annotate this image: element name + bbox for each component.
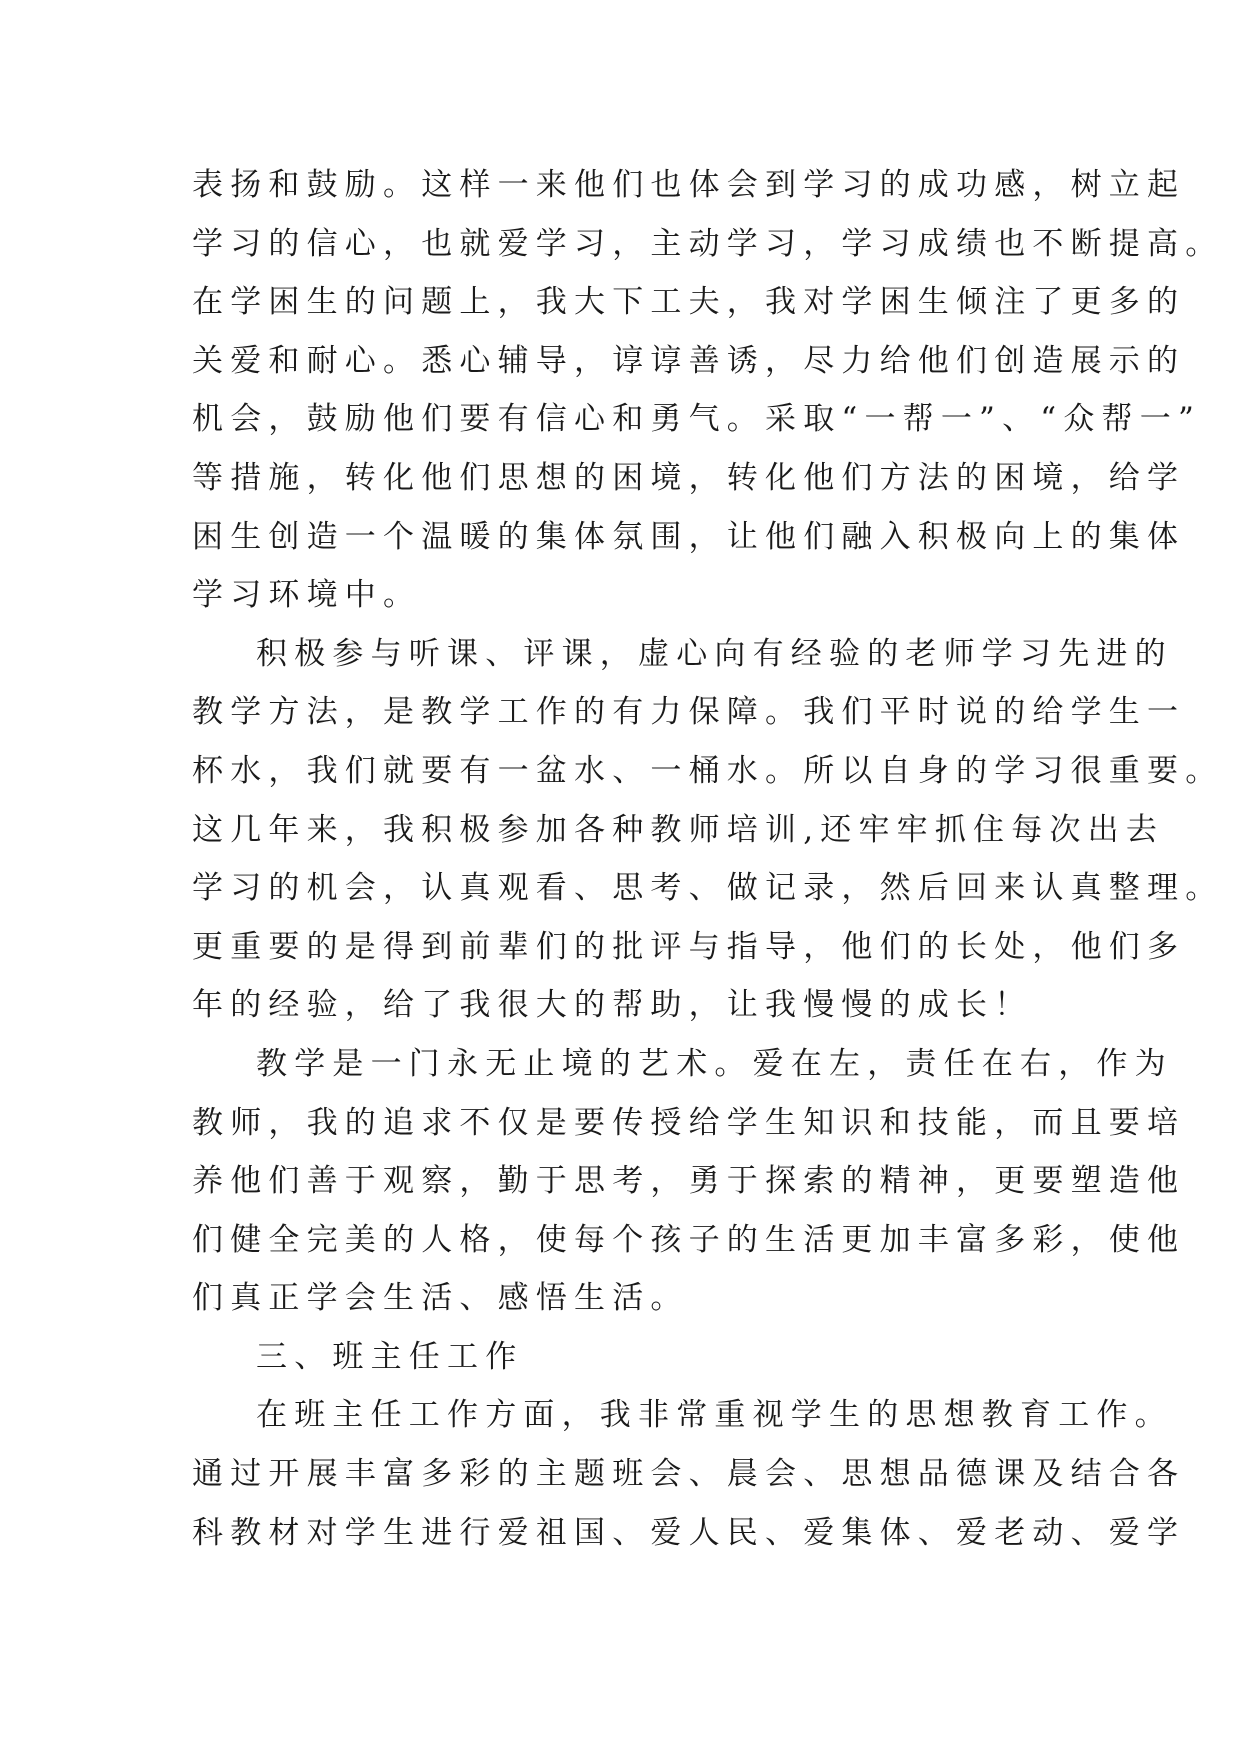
text-line: 更重要的是得到前辈们的批评与指导，他们的长处，他们多 bbox=[192, 928, 1186, 965]
text-line: 们真正学会生活、感悟生活。 bbox=[192, 1280, 689, 1317]
paragraph-start-line: 教学是一门永无止境的艺术。爱在左，责任在右，作为 bbox=[256, 1045, 1173, 1082]
text-line: 们健全完美的人格，使每个孩子的生活更加丰富多彩，使他 bbox=[192, 1221, 1186, 1258]
text-line: 教学方法，是教学工作的有力保障。我们平时说的给学生一 bbox=[192, 694, 1186, 731]
paragraph-start-line: 积极参与听课、评课，虚心向有经验的老师学习先进的 bbox=[256, 635, 1173, 672]
text-line: 教师，我的追求不仅是要传授给学生知识和技能，而且要培 bbox=[192, 1104, 1186, 1141]
text-line: 杯水，我们就要有一盆水、一桶水。所以自身的学习很重要。 bbox=[192, 752, 1224, 789]
text-line: 学习的机会，认真观看、思考、做记录，然后回来认真整理。 bbox=[192, 870, 1224, 907]
text-line: 年的经验，给了我很大的帮助，让我慢慢的成长！ bbox=[192, 987, 1033, 1024]
text-line: 关爱和耐心。悉心辅导，谆谆善诱，尽力给他们创造展示的 bbox=[192, 342, 1186, 379]
document-body bbox=[192, 156, 1224, 1562]
section-heading: 三、班主任工作 bbox=[256, 1338, 524, 1375]
text-line: 养他们善于观察，勤于思考，勇于探索的精神，更要塑造他 bbox=[192, 1163, 1186, 1200]
text-line: 学习环境中。 bbox=[192, 577, 422, 614]
text-line: 学习的信心，也就爱学习，主动学习，学习成绩也不断提高。 bbox=[192, 225, 1224, 262]
text-line: 科教材对学生进行爱祖国、爱人民、爱集体、爱老动、爱学 bbox=[192, 1514, 1186, 1551]
text-line: 通过开展丰富多彩的主题班会、晨会、思想品德课及结合各 bbox=[192, 1456, 1186, 1493]
text-line: 等措施，转化他们思想的困境，转化他们方法的困境，给学 bbox=[192, 459, 1186, 496]
paragraph-start-line: 在班主任工作方面，我非常重视学生的思想教育工作。 bbox=[256, 1397, 1173, 1434]
text-line: 这几年来，我积极参加各种教师培训,还牢牢抓住每次出去 bbox=[192, 811, 1165, 848]
text-line: 机会，鼓励他们要有信心和勇气。采取“一帮一”、“众帮一” bbox=[192, 401, 1201, 438]
text-line: 困生创造一个温暖的集体氛围，让他们融入积极向上的集体 bbox=[192, 518, 1186, 555]
text-line: 在学困生的问题上，我大下工夫，我对学困生倾注了更多的 bbox=[192, 284, 1186, 321]
text-line: 表扬和鼓励。这样一来他们也体会到学习的成功感，树立起 bbox=[192, 167, 1186, 203]
